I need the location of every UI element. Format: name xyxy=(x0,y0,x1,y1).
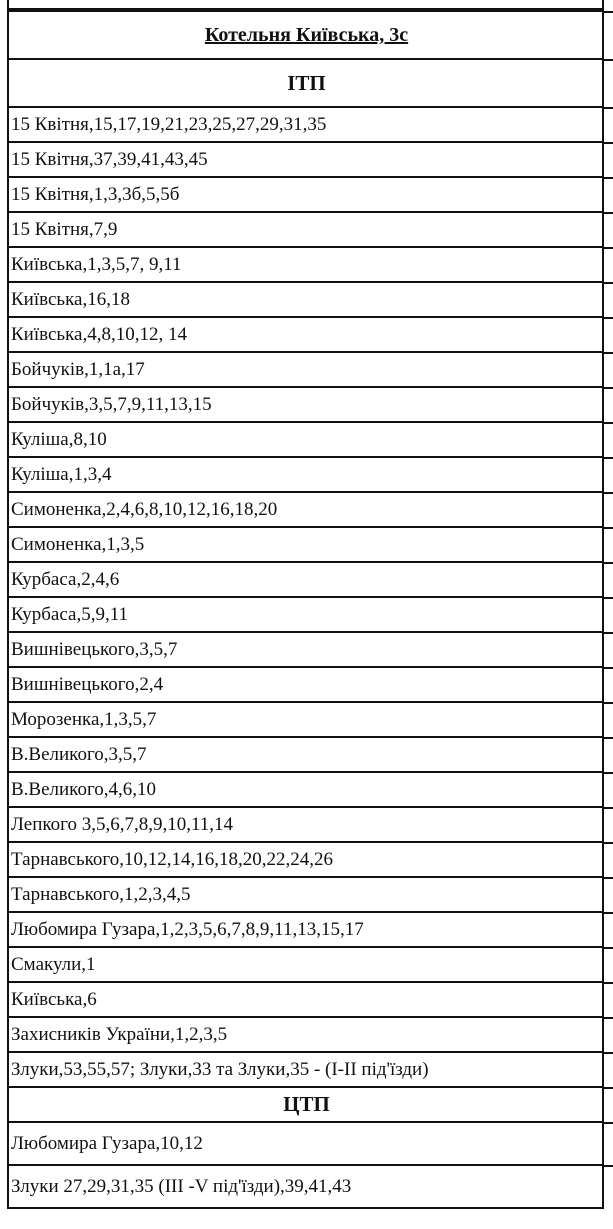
address-cell: 15 Квітня,15,17,19,21,23,25,27,29,31,35 xyxy=(8,107,603,142)
address-cell: 15 Квітня,37,39,41,43,45 xyxy=(8,142,603,177)
row-divider xyxy=(604,59,613,61)
table-row xyxy=(8,177,603,212)
table-title-row xyxy=(8,11,603,59)
address-cell: Куліша,8,10 xyxy=(8,422,603,457)
table-row xyxy=(8,247,603,282)
row-divider xyxy=(604,282,613,284)
row-divider xyxy=(604,1087,613,1089)
address-cell: Тарнавського,1,2,3,4,5 xyxy=(8,877,603,912)
table-row xyxy=(8,212,603,247)
row-divider xyxy=(604,11,613,13)
row-divider xyxy=(604,457,613,459)
table-row xyxy=(8,632,603,667)
address-cell: В.Великого,4,6,10 xyxy=(8,772,603,807)
table-row xyxy=(8,387,603,422)
table-row xyxy=(8,1017,603,1052)
row-divider xyxy=(604,667,613,669)
address-cell: Захисників України,1,2,3,5 xyxy=(8,1017,603,1052)
table-row xyxy=(8,912,603,947)
table-row xyxy=(8,352,603,387)
table-row xyxy=(8,1052,603,1087)
table-row xyxy=(8,282,603,317)
row-divider xyxy=(604,1017,613,1019)
address-cell: Бойчуків,3,5,7,9,11,13,15 xyxy=(8,387,603,422)
row-divider xyxy=(604,807,613,809)
section-header-row xyxy=(8,59,603,107)
address-cell: Вишнівецького,2,4 xyxy=(8,667,603,702)
address-cell: Морозенка,1,3,5,7 xyxy=(8,702,603,737)
address-cell: Симоненка,1,3,5 xyxy=(8,527,603,562)
address-cell: Тарнавського,10,12,14,16,18,20,22,24,26 xyxy=(8,842,603,877)
table-row xyxy=(8,1165,603,1208)
row-divider xyxy=(604,737,613,739)
row-divider xyxy=(604,107,613,109)
table-row xyxy=(8,772,603,807)
boiler-house-title: Котельня Київська, 3с xyxy=(8,11,603,59)
address-cell: Київська,1,3,5,7, 9,11 xyxy=(8,247,603,282)
row-divider xyxy=(604,702,613,704)
address-cell: 15 Квітня,1,3,3б,5,5б xyxy=(8,177,603,212)
section-heading: ІТП xyxy=(8,59,603,107)
row-divider xyxy=(604,527,613,529)
address-cell: Бойчуків,1,1а,17 xyxy=(8,352,603,387)
table-row xyxy=(8,317,603,352)
table-row xyxy=(8,982,603,1017)
row-divider xyxy=(604,1052,613,1054)
address-cell: Курбаса,2,4,6 xyxy=(8,562,603,597)
previous-row-remnant xyxy=(7,0,604,10)
row-divider xyxy=(604,912,613,914)
table-row xyxy=(8,492,603,527)
address-cell: Лепкого 3,5,6,7,8,9,10,11,14 xyxy=(8,807,603,842)
table-row xyxy=(8,842,603,877)
row-divider xyxy=(604,1122,613,1124)
table-row xyxy=(8,142,603,177)
address-cell: Симоненка,2,4,6,8,10,12,16,18,20 xyxy=(8,492,603,527)
address-cell: Київська,16,18 xyxy=(8,282,603,317)
table-row xyxy=(8,877,603,912)
table-row xyxy=(8,422,603,457)
row-divider xyxy=(604,772,613,774)
row-divider xyxy=(604,352,613,354)
row-divider xyxy=(604,842,613,844)
row-divider xyxy=(604,387,613,389)
table-row xyxy=(8,1122,603,1165)
row-divider xyxy=(604,562,613,564)
table-row xyxy=(8,702,603,737)
address-table-sheet xyxy=(7,0,604,1209)
address-cell: Злуки 27,29,31,35 (ІІІ -V під'їзди),39,41,43 xyxy=(8,1165,603,1208)
row-divider xyxy=(604,247,613,249)
row-divider xyxy=(604,317,613,319)
row-divider xyxy=(604,877,613,879)
row-divider xyxy=(604,212,613,214)
row-divider xyxy=(604,492,613,494)
address-cell: Київська,4,8,10,12, 14 xyxy=(8,317,603,352)
row-divider xyxy=(604,982,613,984)
table-row xyxy=(8,107,603,142)
table-row xyxy=(8,667,603,702)
address-cell: Злуки,53,55,57; Злуки,33 та Злуки,35 - (І-ІІ під'їзди) xyxy=(8,1052,603,1087)
address-cell: Київська,6 xyxy=(8,982,603,1017)
row-divider xyxy=(604,597,613,599)
table-row xyxy=(8,807,603,842)
row-divider xyxy=(604,1165,613,1167)
row-divider xyxy=(604,142,613,144)
table-row xyxy=(8,737,603,772)
row-divider xyxy=(604,177,613,179)
section-heading: ЦТП xyxy=(8,1087,603,1122)
section-header-row xyxy=(8,1087,603,1122)
address-cell: Смакули,1 xyxy=(8,947,603,982)
address-cell: 15 Квітня,7,9 xyxy=(8,212,603,247)
adjacent-column-edge xyxy=(604,0,613,1229)
address-cell: Любомира Гузара,1,2,3,5,6,7,8,9,11,13,15,17 xyxy=(8,912,603,947)
row-divider xyxy=(604,947,613,949)
table-row xyxy=(8,597,603,632)
table-row xyxy=(8,562,603,597)
address-table xyxy=(7,10,604,1209)
address-cell: В.Великого,3,5,7 xyxy=(8,737,603,772)
row-divider xyxy=(604,632,613,634)
address-cell: Любомира Гузара,10,12 xyxy=(8,1122,603,1165)
row-divider xyxy=(604,422,613,424)
table-row xyxy=(8,457,603,492)
table-row xyxy=(8,527,603,562)
address-cell: Куліша,1,3,4 xyxy=(8,457,603,492)
address-cell: Вишнівецького,3,5,7 xyxy=(8,632,603,667)
table-row xyxy=(8,947,603,982)
address-cell: Курбаса,5,9,11 xyxy=(8,597,603,632)
